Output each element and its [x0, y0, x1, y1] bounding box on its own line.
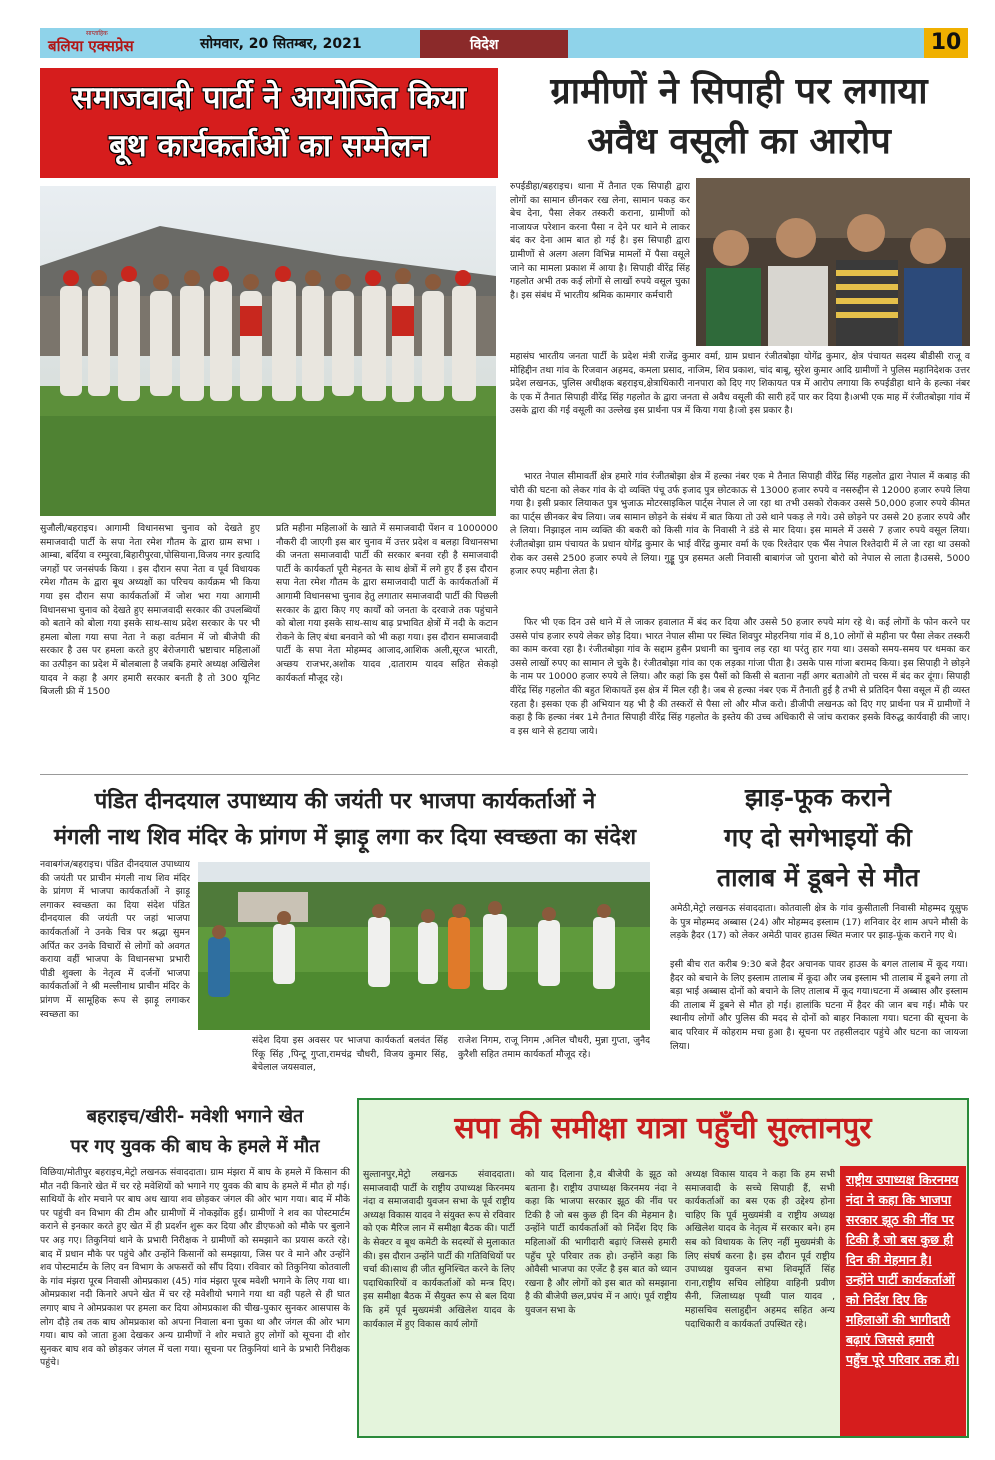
story6-callout [840, 1166, 966, 1436]
story4-headline [666, 778, 970, 898]
page-number: 10 [924, 28, 968, 58]
story1-column1: सुजौली/बहराइच। आगामी विधानसभा चुनाव को देखते हुए समाजवादी पार्टी के सपा नेता रमेश गौतम के द्वारा ग्राम सभा । आम्बा, बर्दिया व रम्पुरवा,बिहारीपुरवा,पोसियाना,विजय नगर इत्यादि जगहों पर जनसंपर्क किया । इस दौरान सपा नेता व पूर्व विधायक रमेश गौतम के द्वारा बूथ अध्यक्षों का परिचय कार्यक्रम भी किया गया इस दौरान सपा कार्यकर्ताओं में जोश भरा गया आगामी विधानसभा चुनाव को देखते हुए समाजवादी सरकार की उपलब्धियों को बताने को बोला गया इसके साथ-साथ प्रदेश सरकार के पर भी हमला बोला गया सपा नेता ने कहा वर्तमान में जो बीजेपी की सरकार है उस पर हमला करते हुए बेरोजगारी भ्रष्टाचार महिलाओं का उत्पीड़न का प्रदेश में बोलबाला है जबकि हमारे अध्यक्ष अखिलेश यादव ने कहा है अगर हमारी सरकार बनती है तो 300 यूनिट बिजली फ्री में 1500 [40, 523, 260, 698]
story1-headline-line1: समाजवादी पार्टी ने आयोजित किया [71, 80, 467, 116]
story2-para-left: रुपईडीहा/बहराइच। थाना में तैनात एक सिपाही द्वारा लोगों का सामान छीनकर रख लेना, सामान पकड़ कर बेच देना, पैसा लेकर तस्करी कराना, ग्रामीणों को नाजायज परेशान करना पैसा न देने पर थाने मे लाकर बंद कर देना आम बात हो गई है। इस सिपाही द्वारा ग्रामीणों से अलग अलग विभिन्न मामलों में पैसा वसूले जाने का मामला प्रकाश में आया है। सिपाही वीरेंद्र सिंह गहलोत अभी तक कई लोगों से लाखों रुपये वसूल चुका है। इस संबंध में भारतीय श्रमिक कामगार कर्मचारी [510, 181, 690, 301]
story2-headline-line1: ग्रामीणों ने सिपाही पर लगाया [550, 70, 928, 112]
story1-headline-line2: बूथ कार्यकर्ताओं का सम्मेलन [109, 128, 429, 164]
section-name: विदेश [470, 37, 499, 53]
story3-headline-line2: मंगली नाथ शिव मंदिर के प्रांगण में झाड़ू लगा कर दिया स्वच्छता का संदेश [53, 825, 637, 850]
story3-headline-line1: पंडित दीनदयाल उपाध्याय की जयंती पर भाजपा कार्यकर्ताओं ने [94, 789, 596, 814]
story1-column2: प्रति महीना महिलाओं के खाते में समाजवादी पेंशन व 1000000 नौकरी दी जाएगी इस बार चुनाव में उत्तर प्रदेश व बलहा विधानसभा की जनता समाजवादी पार्टी की सरकार बनवा रही है समाजवादी पार्टी के कार्यकर्ता पूरी मेहनत के साथ क्षेत्रों में लगे हुए हैं इस दौरान सपा नेता रमेश गौतम के द्वारा समाजवादी पार्टी के कार्यकर्ताओं में आगामी विधानसभा चुनाव हेतु लगातार समाजवादी पार्टी की पिछली सरकार के द्वारा किए गए कार्यों को जनता के दरवाजे तक पहुंचाने को बोला गया इसके साथ-साथ बाढ़ प्रभावित क्षेत्रों में नदी के कटान रोकने के लिए बंधा बनवाने को भी कहा गया। इस दौरान समाजवादी पार्टी के सपा नेता मोहम्मद आजाद,आशिक अली,सूरज भारती, अच्छय राजभर,अशोक यादव ,दाताराम यादव सहित सेकड़ो कार्यकर्ता मौजूद रहे। [276, 523, 498, 684]
story6-callout-text: राष्ट्रीय उपाध्यक्ष किरनमय नंदा ने कहा कि भाजपा सरकार झूठ की नींव पर टिकी है जो बस कुछ ही दिन की मेहमान है। उन्होंने पार्टी कार्यकर्ताओं को निर्देश दिए कि महिलाओं की भागीदारी बढ़ाएं जिससे हमारी पहुँच पूरे परिवार तक हो। [846, 1172, 960, 1367]
story2-para-full: महासंघ भारतीय जनता पार्टी के प्रदेश मंत्री राजेंद्र कुमार वर्मा, ग्राम प्रधान रंजीतबोझा योगेंद्र कुमार, क्षेत्र पंचायत सदस्य बीडीसी राजू व मोहिद्दीन तथा गांव के रिजवान अहमद, कमला प्रसाद, नाजिम, शिव प्रकाश, चांद बाबू, सुरेश कुमार आदि ग्रामीणों ने पुलिस महानिदेशक उत्तर प्रदेश लखनऊ, पुलिस अधीक्षक बहराइच,क्षेत्राधिकारी नानपारा को दिए गए शिकायत पत्र में आरोप लगाया कि रुपईडीहा थाने के हल्का नंबर के एक में तैनात सिपाही वीरेंद्र सिंह गहलोत के द्वारा जनता से अवैध वसूली की सारी हदें पार कर दिया है।अभी एक माह में रंजीतबोझा गांव में उसके द्वारा की गई वसूली का उल्लेख इस प्रार्थना पत्र में किया गया है।जो इस प्रकार है। [510, 351, 970, 417]
story2-photo [696, 178, 970, 346]
story5-headline-line1: बहराइच/खीरी- मवेशी भगाने खेत [86, 1106, 304, 1127]
story3-headline [40, 784, 650, 856]
villagers-photo-illustration [696, 178, 970, 346]
story5-headline-line2: पर गए युवक की बाघ के हमले में मौत [70, 1136, 320, 1157]
story3-mid-text: संदेश दिया इस अवसर पर भाजपा कार्यकर्ता बलवंत सिंह रिंकू सिंह ,पिन्टू गुप्ता,रामचंद्र चौधरी, विजय कुमार सिंह, बेचेलाल जयसवाल, [252, 1035, 448, 1074]
story1-photo [40, 186, 496, 516]
story4-para1: अमेठी,मेट्रो लखनऊ संवाददाता। कोतवाली क्षेत्र के गांव कुसीताली निवासी मोहम्मद यूसुफ के पुत्र मोहम्मद अब्बास (24) और मोहम्मद इस्लाम (17) शनिवार देर शाम अपने मौसी के लड़के हैदर (17) को लेकर अमेठी पावर हाउस स्थित मजार पर झाड़-फूंक कराने गए थे। [670, 903, 968, 942]
story2-headline-line2: अवैध वसूली का आरोप [587, 120, 891, 162]
section-label [420, 30, 568, 58]
story2-para2: भारत नेपाल सीमावर्ती क्षेत्र हमारे गांव रंजीतबोझा क्षेत्र में हल्का नंबर एक मे तैनात सिपाही वीरेंद्र सिंह गहलोत द्वारा नेपाल में कबाड़ की चोरी की घटना को लेकर गांव के दो व्यक्ति पंचू उर्फ इजाद पुत्र छोटकाऊ से 13000 हजार रुपये व नसरुद्दीन से 12000 हजार रुपये लिया गया है। इसी प्रकार लियाकत पुत्र भुजाऊ मोटरसाइकिल पार्ट्स नेपाल ले जा रहा था तभी उसको रोककर उससे 50,000 हजार रुपये कीमत का पार्ट्स छीनकर बेच लिया। जब सामान छोड़ने के संबंध में बात किया तो उसे थाने पकड़ ले गये। उसे छोड़ने पर उससे 20 हजार रुपये और ले लिया। निझाइल नाम व्यक्ति की बकरी को किसी गांव के निवासी ने डंडे से मार दिया। इस मामले में उससे 7 हजार रुपये वसूल लिया। रंजीतबोझा ग्राम पंचायत के प्रधान योगेंद्र कुमार के भाई वीरेंद्र कुमार वर्मा के एक रिश्तेदार एक भैंस नेपाल रिश्तेदारी में ले जा रहा था उसको रोक कर उससे 2500 हजार रुपये ले लिया। गुड्डू पुत्र हसमत अली निवासी बाबागंज जो पुराना बोरो को नेपाल से लाता है।उससे, 5000 हजार रुपए महीना लेता है। [510, 471, 970, 578]
cleaning-drive-photo-illustration [198, 862, 650, 1030]
group-photo-illustration [40, 186, 496, 516]
story4-headline-line2: गए दो सगेभाइयों की [724, 823, 912, 852]
story3-left-text: नवाबगंज/बहराइच। पंडित दीनदयाल उपाध्याय की जयंती पर प्राचीन मंगली नाथ शिव मंदिर के प्रांगण में भाजपा कार्यकर्ताओं ने झाड़ू लगाकर स्वच्छता का दिया संदेश पंडित दीनदयाल की जयंती पर जहां भाजपा कार्यकर्ताओं ने उनके चित्र पर श्रद्धा सुमन अर्पित कर उनके विचारों से लोगों को अवगत कराया वहीं भाजपा के विधानसभा प्रभारी पीडी शुक्ला के नेतृत्व में दर्जनों भाजपा कार्यकर्ताओं ने श्री मल्लीनाथ प्राचीन मंदिर के प्रांगण में सामूहिक रूप से झाड़ू लगाकर स्वच्छता का [40, 859, 190, 1020]
story2-para3: फिर भी एक दिन उसे थाने में ले जाकर हवालात में बंद कर दिया और उससे 50 हजार रुपये मांग रहे थे। कई लोगों के फोन करने पर उससे पांच हजार रुपये लेकर छोड़ दिया। भारत नेपाल सीमा पर स्थित शिवपुर मोहरनिया गांव में 8,10 लोगों से महीना पर पैसा लेकर तस्करी का काम करवा रहा है। रंजीतबोझा गांव के सद्दाम हुसैन प्रधानी का चुनाव लड़ रहा था परंतु हार गया था। उसको समय-समय पर धमका कर उससे लाखों रुपए का सामान ले चुके है। रंजीतबोझा गांव का एक लड़का गांजा पीता है। उसके पास गांजा बरामद किया। इस सिपाही ने छोड़ने के नाम पर 10000 हजार रुपये ले लिया। और कहां कि इस पैसों को किसी से बताना नहीं अगर बताओगे तो चरस में बंद कर दूंगा। सिपाही वीरेंद्र सिंह गहलोत की बहुत शिकायतें इस क्षेत्र में मिल रही है। जब से हल्का नंबर एक में तैनाती हुई है तभी से प्रतिदिन पैसा वसूल में ही व्यस्त रहता है। इसका एक ही अभियान यह भी है की तस्करों से पैसा लो और मौज करो। डीजीपी लखनऊ को दिए गए प्रार्थना पत्र में ग्रामीणों ने कहा है कि हल्का नंबर 1मे तैनात सिपाही वीरेंद्र सिंह गहलोत के इस्तेय की उच्च अधिकारी से जांच कराकर इसके विरुद्ध कार्यवाही की जाए। व इस थाने से हटाया जाये। [510, 617, 970, 737]
story6-headline: सपा की समीक्षा यात्रा पहुँची सुल्तानपुर [454, 1111, 872, 1146]
masthead-logo-small: साप्ताहिक [86, 30, 108, 37]
masthead-logo: बलिया एक्सप्रेस [48, 37, 134, 55]
story5-headline [40, 1102, 350, 1162]
story4-headline-line3: तालाब में डूबने से मौत [716, 863, 920, 892]
story6-column3: अध्यक्ष विकास यादव ने कहा कि हम सभी समाजवादी के सच्चे सिपाही हैं, सभी कार्यकर्ताओं का बस एक ही उद्देश्य होना चाहिए कि पूर्व मुख्यमंत्री व राष्ट्रीय अध्यक्ष अखिलेश यादव के नेतृत्व में सरकार बने। हम सब को विधायक के लिए नहीं मुख्यमंत्री के लिए संघर्ष करना है। इस दौरान पूर्व राष्ट्रीय उपाध्यक्ष युवजन सभा शिवमूर्ति सिंह राना,राष्ट्रीय सचिव लोहिया वाहिनी प्रवीण सैनी, जिलाध्यक्ष पृथ्वी पाल यादव , महासचिव सलाहुद्दीन अहमद सहित अन्य पदाधिकारी व कार्यकर्ता उपस्थित रहे। [685, 1169, 835, 1330]
divider [40, 774, 968, 775]
story4-para2: इसी बीच रात करीब 9:30 बजे हैदर अचानक पावर हाउस के बगल तालाब में कूद गया। हैदर को बचाने के लिए इस्लाम तालाब में कूदा और जब इस्लाम भी तालाब में डूबने लगा तो बड़ा भाई अब्बास दोनों को बचाने के लिए तालाब में कूद गया।घटना में अब्बास और इस्लाम की तालाब में डूबने से मौत हो गई। हालांकि घटना में हैदर की जान बच गई। मौके पर स्थानीय लोगों और पुलिस की मदद से दोनों को बाहर निकाला गया। घटना की सूचना के बाद परिवार में कोहराम मचा हुआ है। सूचना पर तहसीलदार पहुंचे और घटना का जायजा लिया। [670, 959, 968, 1052]
story5-text: विछिया/मोतीपुर बहराइच,मेट्रो लखनऊ संवाददाता। ग्राम मंझरा में बाघ के हमले में किसान की मौत नदी किनारे खेत में चर रहे मवेशियों को भगाने गए युवक की बाघ के हमले में मौत हो गई। साथियों के शोर मचाने पर बाघ अध खाया शव छोड़कर जंगल की ओर भाग गया। बाद में मौके पर पहुंची वन विभाग की टीम और ग्रामीणों में नोकझोंक हुई। ग्रामीणों ने शव का पोस्टमार्टम कराने से इनकार करते हुए खेत में ही प्रदर्शन शुरू कर दिया और डीएफओ को मौके पर बुलाने पर अड़ गए। तिकुनियां थाने के प्रभारी निरीक्षक ने ग्रामीणों को समझाने का प्रयास करते रहे। बाद में प्रधान मौके पर पहुंचे और उन्होंने किसानों को समझाया, जिस पर वे माने और उन्होंने शव पोस्टमार्टम के लिए वन विभाग के अफसरों को सौंप दिया। रविवार को तिकुनिया कोतवाली के गांव मंझरा पूरब निवासी ओमप्रकाश (45) गांव मंझरा पूरब मवेशी भगाने के लिए गया था। ओमप्रकाश नदी किनारे अपने खेत में चर रहे मवेशीयो भगाने गया था वही पहले से ही घात लगाए बाघ ने ओमप्रकाश पर हमला कर दिया ओमप्रकाश की चीख-पुकार सुनकर आसपास के लोग दौड़े तब तक बाघ ओमप्रकाश को अपना निवाला बना चुका था और जंगल की ओर भाग गया। बाघ को जाता हुआ देखकर अन्य ग्रामीणों ने शोर मचाते हुए लोगों को सूचना दी शोर सुनकर बाघ शव को छोड़कर जंगल में चला गया। सूचना पर तिकुनियां थाने के प्रभारी निरीक्षक पहुंचे। [40, 1167, 350, 1369]
story2-headline [508, 66, 970, 166]
story4-headline-line1: झाड़-फूक कराने [744, 783, 892, 812]
story6-column1: सुल्तानपुर,मेट्रो लखनऊ संवाददाता। समाजवादी पार्टी के राष्ट्रीय उपाध्यक्ष किरनमय नंदा व समाजवादी युवजन सभा के पूर्व राष्ट्रीय अध्यक्ष विकास यादव ने संयुक्त रूप से रविवार को एक मैरिज लान में समीक्षा बैठक की। पार्टी के सेक्टर व बूथ कमेटी के सदस्यों से मुलाकात की। इस दौरान उन्होंने पार्टी की गतिविधियों पर चर्चा की।साथ ही जीत सुनिश्चित करने के लिए पदाधिकारियों व कार्यकर्ताओं को मन्त्र दिए। इस समीक्षा बैठक में सैयुक्त रूप से बल दिया कि हमें पूर्व मुख्यमंत्री अखिलेश यादव के कार्यकाल में हुए विकास कार्य लोगों [363, 1169, 515, 1330]
story6-column2: को याद दिलाना है,व बीजेपी के झूठ को बताना है। राष्ट्रीय उपाध्यक्ष किरनमय नंदा ने कहा कि भाजपा सरकार झूठ की नींव पर टिकी है जो बस कुछ ही दिन की मेहमान है। उन्होंने पार्टी कार्यकर्ताओं को निर्देश दिए कि महिलाओं की भागीदारी बढ़ाएं जिससे हमारी पहुँच पूरे परिवार तक हो। उन्होंने कहा कि ओवैसी भाजपा का एजेंट है इस बात को ध्यान रखना है और लोगों को इस बात को समझाना है की बीजेपी छल,प्रपंच में न आएं। पूर्व राष्ट्रीय युवजन सभा के [525, 1169, 677, 1316]
story3-right-text: राजेश निगम, राजू निगम ,अनिल चौधरी, मुन्ना गुप्ता, जुनैद कुरैशी सहित तमाम कार्यकर्ता मौजूद रहे। [458, 1035, 650, 1060]
story1-headline-box [40, 68, 498, 178]
masthead-date: सोमवार, 20 सितम्बर, 2021 [200, 36, 362, 52]
story3-photo [198, 862, 650, 1030]
